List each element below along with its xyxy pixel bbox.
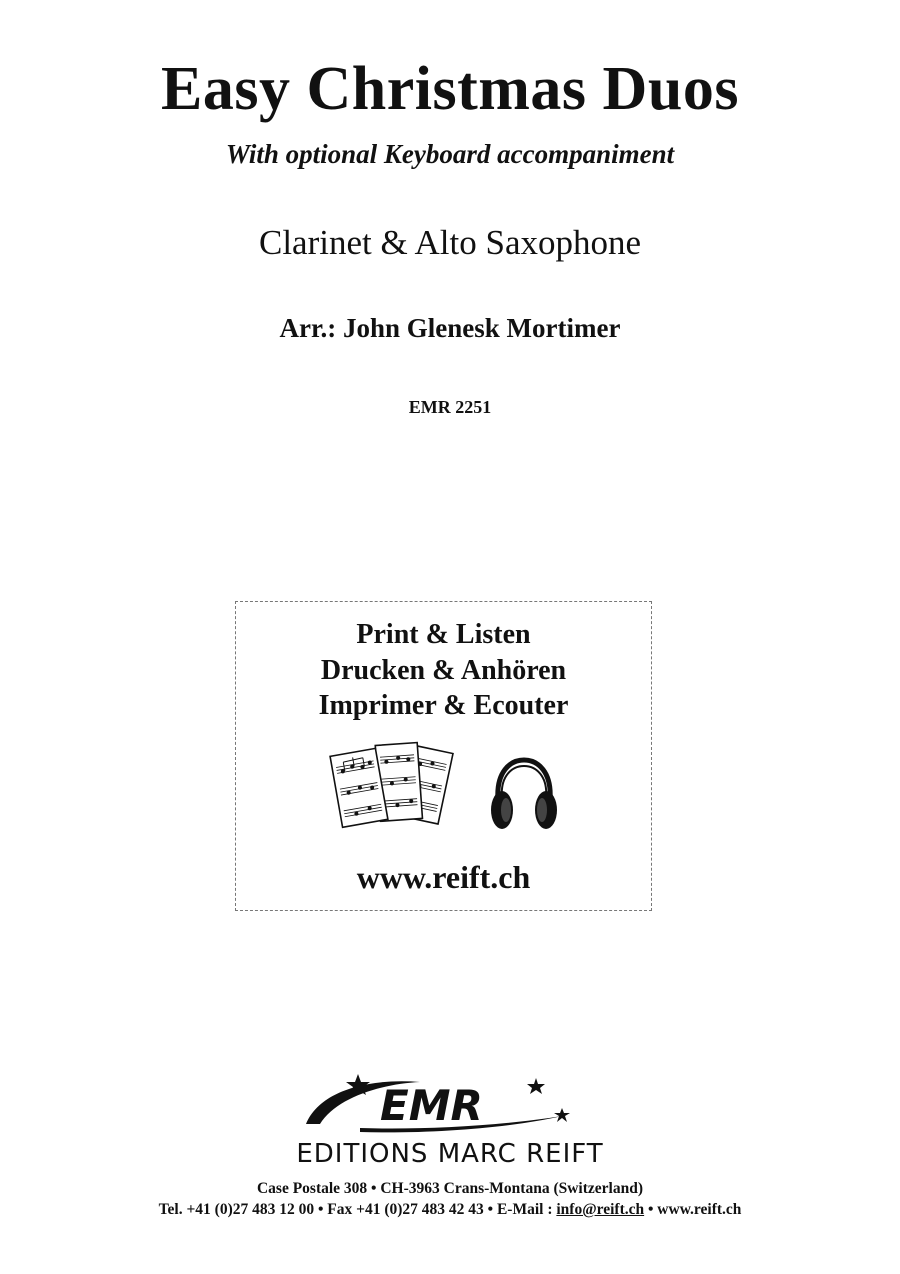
print-listen-box xyxy=(235,601,652,911)
headphones-icon xyxy=(488,754,560,834)
sheet-music-icon xyxy=(328,738,458,830)
contact-website: • www.reift.ch xyxy=(644,1201,742,1218)
contact-phone-fax: Tel. +41 (0)27 483 12 00 • Fax +41 (0)27 483 42 43 • E-Mail : xyxy=(158,1201,557,1218)
catalog-number: EMR 2251 xyxy=(408,397,492,417)
cover-title: Easy Christmas Duos xyxy=(161,55,739,123)
emr-logo xyxy=(300,1072,590,1134)
promo-line-english: Print & Listen xyxy=(356,619,531,650)
publisher-contact xyxy=(0,1201,900,1218)
contact-email-link[interactable]: info@reift.ch xyxy=(556,1201,645,1218)
promo-line-french: Imprimer & Ecouter xyxy=(318,690,569,721)
promo-website: www.reift.ch xyxy=(356,859,531,895)
publisher-address: Case Postale 308 • CH-3963 Crans-Montana (Switzerland) xyxy=(256,1180,643,1197)
promo-line-german: Drucken & Anhören xyxy=(320,655,567,686)
publisher-name: EDITIONS MARC REIFT xyxy=(296,1139,604,1169)
arranger-credit: Arr.: John Glenesk Mortimer xyxy=(279,313,621,343)
instrumentation: Clarinet & Alto Saxophone xyxy=(258,223,642,262)
logo-lettering: EMR xyxy=(380,1081,483,1130)
cover-subtitle: With optional Keyboard accompaniment xyxy=(225,139,675,169)
